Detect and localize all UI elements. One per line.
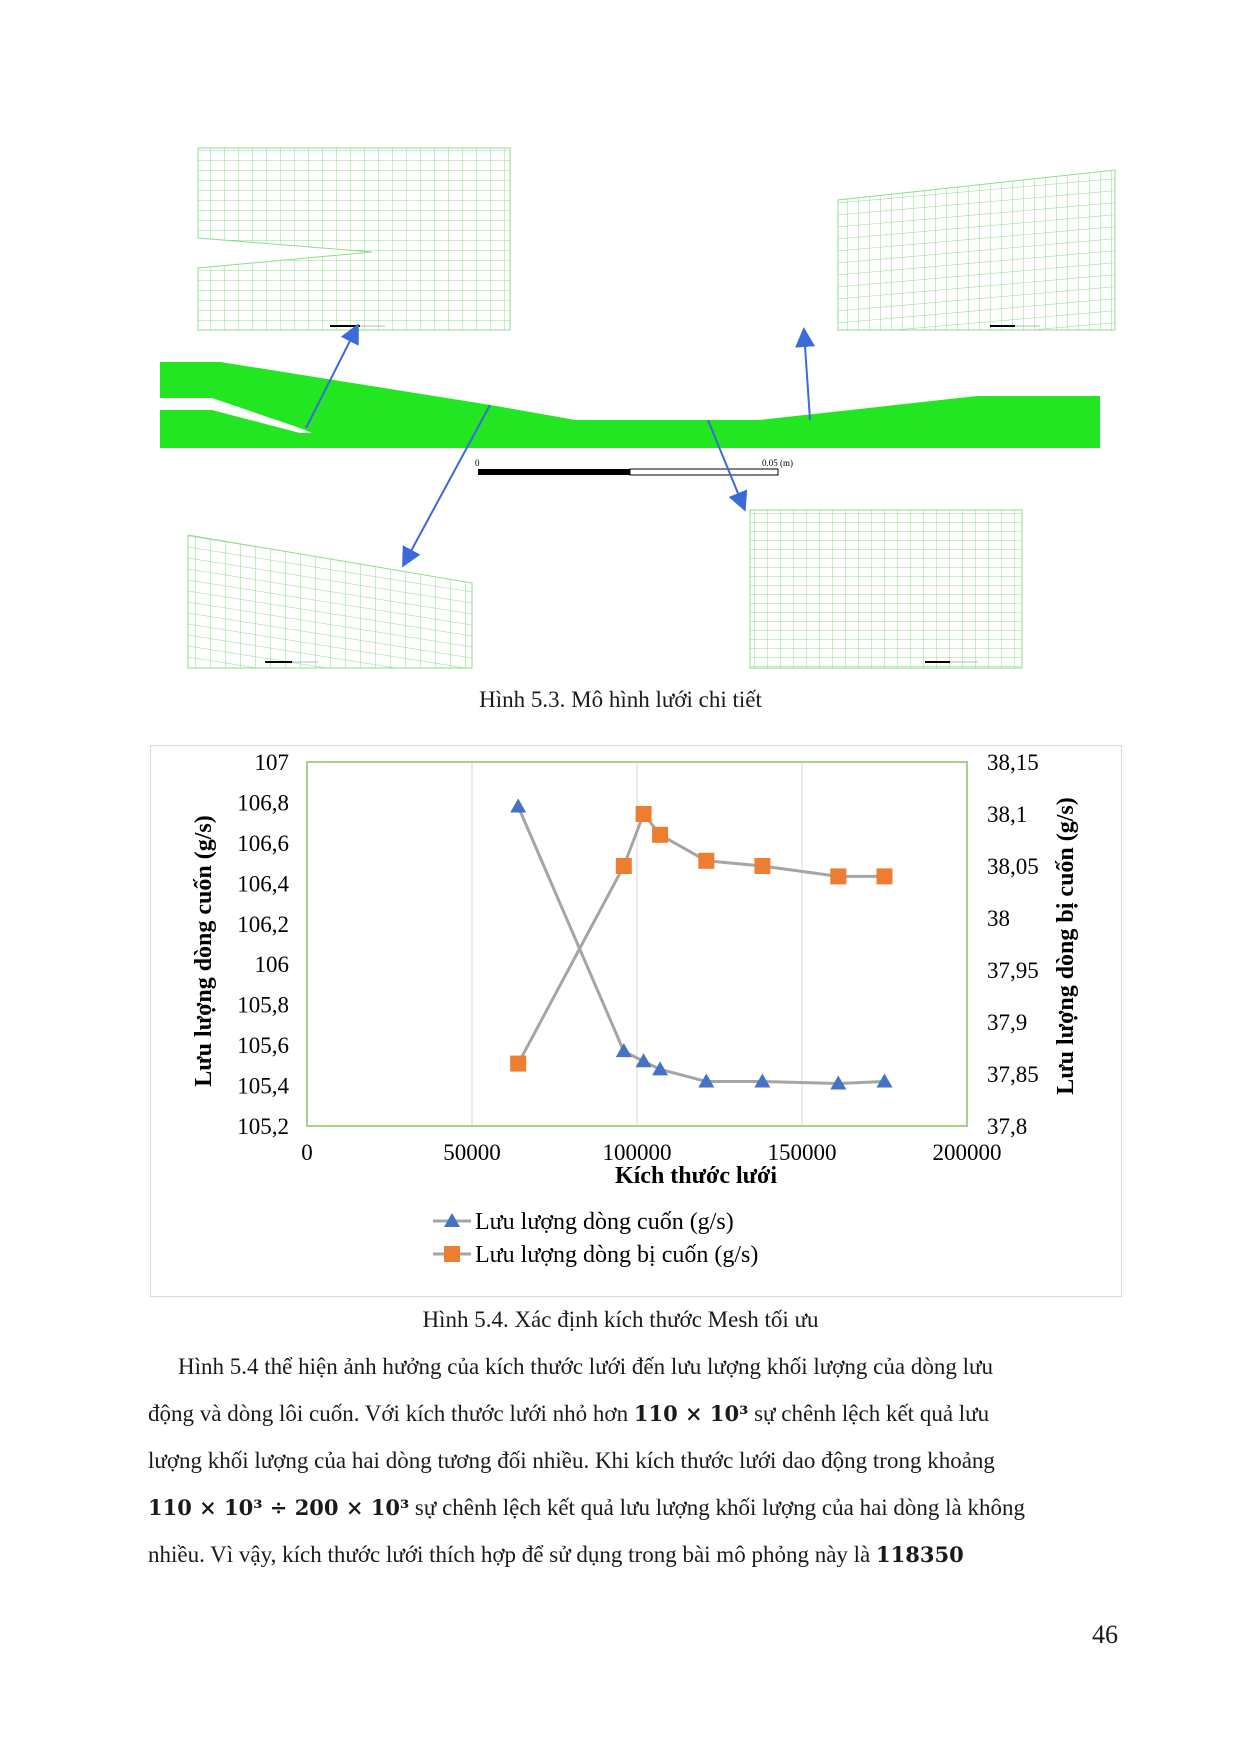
series-layer	[510, 798, 892, 1089]
mesh-size-chart	[151, 746, 1121, 1296]
y-tick-label: 105,2	[237, 1114, 289, 1139]
right-axis-ticks	[987, 750, 1039, 1139]
x-axis-ticks	[301, 1140, 1001, 1165]
triangle-marker	[616, 1043, 632, 1057]
square-marker	[510, 1056, 526, 1072]
y-tick-label: 106,6	[237, 830, 289, 856]
mesh-inset-converging	[188, 535, 472, 668]
left-axis-ticks	[237, 750, 289, 1139]
legend-label: Lưu lượng dòng bị cuốn (g/s)	[475, 1242, 759, 1268]
square-marker	[636, 806, 652, 822]
y2-axis-title: Lưu lượng dòng bị cuốn (g/s)	[1053, 797, 1079, 1095]
figure-5-4-caption: Hình 5.4. Xác định kích thước Mesh tối ưu	[422, 1307, 819, 1332]
x-tick-label: 150000	[767, 1140, 837, 1165]
line-4: 110 × 10³ ÷ 200 × 10³ sự chênh lệch kết quả lưu lượng khối lượng của hai dòng là không	[148, 1495, 1026, 1520]
scale-bar	[475, 458, 793, 475]
x-tick-label: 100000	[602, 1140, 672, 1165]
square-marker	[877, 868, 893, 884]
line-2: động và dòng lôi cuốn. Với kích thước lưới nhỏ hơn 110 × 10³ sự chênh lệch kết quả lưu	[148, 1401, 990, 1426]
legend	[433, 1209, 758, 1268]
y2-tick-label: 38,05	[987, 854, 1039, 879]
legend-label: Lưu lượng dòng cuốn (g/s)	[475, 1209, 734, 1235]
y-tick-label: 105,6	[237, 1033, 289, 1059]
square-marker	[754, 858, 770, 874]
y-tick-label: 106,2	[237, 911, 289, 937]
y-tick-label: 106,8	[237, 790, 289, 816]
figure-5-3-caption: Hình 5.3. Mô hình lưới chi tiết	[479, 687, 762, 712]
y2-tick-label: 37,9	[987, 1010, 1028, 1035]
y-tick-label: 105,8	[237, 992, 289, 1018]
mesh-inset-nozzle	[198, 148, 510, 330]
x-tick-label: 50000	[443, 1140, 501, 1165]
y2-tick-label: 37,95	[987, 958, 1039, 983]
y-tick-label: 107	[254, 750, 289, 775]
y2-tick-label: 38,15	[987, 750, 1039, 775]
mesh-figure	[0, 0, 1241, 700]
chart-frame	[150, 745, 1122, 1297]
mesh-inset-diffuser	[838, 170, 1115, 330]
ejector-domain	[160, 362, 1100, 448]
square-marker	[652, 827, 668, 843]
y2-tick-label: 37,85	[987, 1062, 1039, 1087]
page-number: 46	[1092, 1620, 1118, 1649]
triangle-marker	[510, 798, 526, 812]
square-marker	[616, 858, 632, 874]
triangle-marker	[636, 1053, 652, 1067]
line-1: Hình 5.4 thể hiện ảnh hưởng của kích thước lưới đến lưu lượng khối lượng của dòng lưu	[178, 1354, 993, 1379]
square-marker	[698, 853, 714, 869]
body-paragraph	[148, 1343, 1118, 1578]
line-3: lượng khối lượng của hai dòng tương đối nhiều. Khi kích thước lưới dao động trong khoảng	[148, 1448, 995, 1473]
scale-end-label: 0.05 (m)	[762, 458, 793, 468]
y-tick-label: 105,4	[237, 1073, 289, 1099]
y-tick-label: 106,4	[237, 871, 289, 897]
scale-start-label: 0	[475, 458, 480, 468]
y2-tick-label: 38,1	[987, 802, 1028, 827]
x-tick-label: 0	[301, 1140, 313, 1165]
y-axis-title: Lưu lượng dòng cuốn (g/s)	[191, 815, 217, 1087]
y2-tick-label: 38	[987, 906, 1010, 931]
line-5: nhiều. Vì vậy, kích thước lưới thích hợp để sử dụng trong bài mô phỏng này là 118350	[148, 1542, 964, 1567]
y2-tick-label: 37,8	[987, 1114, 1028, 1139]
legend-square-icon	[444, 1246, 460, 1262]
x-tick-label: 200000	[932, 1140, 1002, 1165]
series-line	[518, 814, 884, 1064]
series-line	[518, 806, 884, 1083]
mesh-inset-throat	[750, 510, 1022, 668]
y-tick-label: 106	[254, 952, 289, 978]
square-marker	[830, 868, 846, 884]
x-axis-title: Kích thước lưới	[614, 1163, 778, 1189]
triangle-marker	[652, 1061, 668, 1075]
